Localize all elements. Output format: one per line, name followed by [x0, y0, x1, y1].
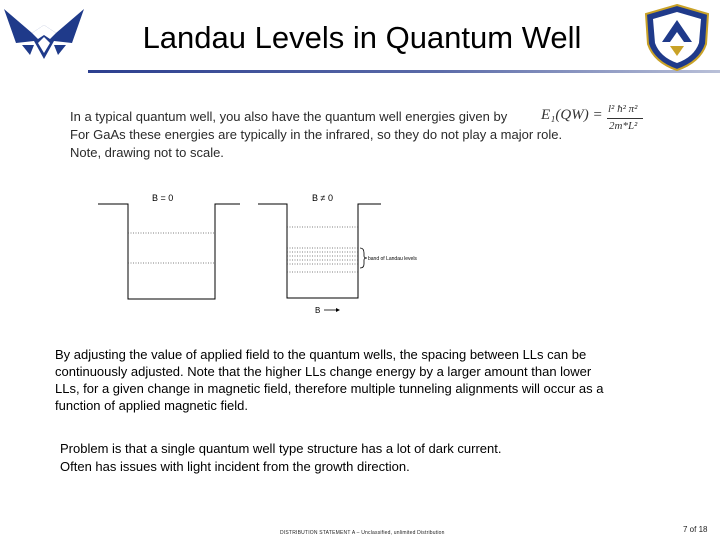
- problem-text: [60, 440, 620, 476]
- landau-band-brace: [360, 248, 367, 268]
- intro-line: Note, drawing not to scale.: [70, 145, 224, 160]
- right-well-label: B ≠ 0: [312, 193, 333, 203]
- problem-line: Often has issues with light incident from the growth direction.: [60, 459, 410, 474]
- page-title: Landau Levels in Quantum Well: [142, 20, 582, 55]
- body-paragraph: [55, 346, 615, 414]
- formula-lhs: E₁(QW) =: [541, 107, 603, 123]
- distribution-statement: DISTRIBUTION STATEMENT A – Unclassified, unlimited Distribution: [280, 530, 445, 536]
- right-well: [258, 193, 417, 315]
- field-label: B: [315, 306, 321, 315]
- intro-line: In a typical quantum well, you also have the quantum well energies given by: [70, 109, 508, 124]
- left-well-label: B = 0: [152, 193, 174, 203]
- paragraph-text: By adjusting the value of applied field to the quantum wells, the spacing between LLs can be continuously adjusted. Note that the higher LLs change energy by a larger amount than lower LLs, for a given change in magnetic field, therefore multiple tunneling alignments will occur as a function of applied magnetic field.: [55, 347, 604, 413]
- page-number: 7 of 18: [683, 525, 708, 534]
- formula-numerator: l² ħ² π²: [608, 103, 638, 115]
- intro-line: For GaAs these energies are typically in the infrared, so they do not play a major role.: [70, 127, 563, 142]
- problem-line: Problem is that a single quantum well type structure has a lot of dark current.: [60, 441, 502, 456]
- left-well: [98, 193, 240, 299]
- band-label: band of Landau levels: [368, 256, 417, 262]
- formula-denominator: 2m*L²: [609, 120, 638, 132]
